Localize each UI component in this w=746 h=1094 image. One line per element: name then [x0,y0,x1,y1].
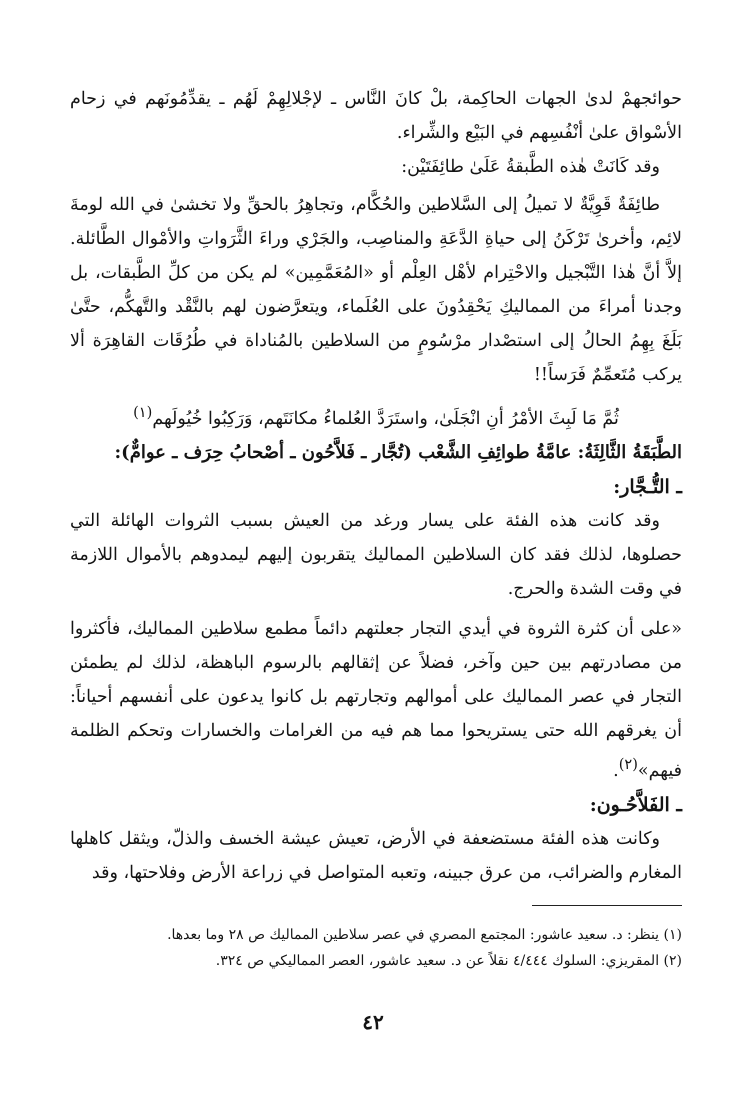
footnote-ref-1: (١) [133,404,153,421]
section-heading: الطَّبَقَةُ الثَّالِثَةُ: عامَّةُ طوائِفِ الشَّعْب (تُجَّار ـ فَلاَّحُون ـ أصْحابُ حِرَف ـ عوامٌّ): [114,441,682,463]
paragraph-3: طائِفَةٌ قَوِيَّةٌ لا تميلُ إلى السَّلاطين والحُكَّام، وتجاهِرُ بالحقِّ ولا تخشىٰ في الله لومةَ لائِم، وأخرىٰ تَرْكَنُ إلى حياةِ الدَّعَةِ والمناصِب، والجَرْي وراءَ الثَّرَواتِ والأمْوال الطَّائلة. إلاَّ أنَّ هٰذا التَّبْجيل والاحْتِرام لأهْل العِلْم أو «المُعَمَّمِين» لم يكن من كلِّ الطَّبقات، بل وجدنا أمراءَ من المماليكِ يَحْقِدُونَ على العُلَماء، ويتعرَّضون لهم بالنَّقْد والتَّهكُّم، حتَّىٰ بَلَغَ بِهِمُ الحالُ إلى استصْدار مرْسُومٍ من السلاطين بالمُناداة في طُرُقَات القاهِرَة ألا يركب مُتَعمِّمٌ فَرَساً!! [70,195,682,385]
verse-line [70,396,682,436]
paragraph-6: وكانت هذه الفئة مستضعفة في الأرض، تعيش عيشة الخسف والذلّ، ويثقل كاهلها المغارم والضرائب، من عرق جبينه، وتعبه المتواصل في زراعة الأرض وفلاحتها، وقد [70,828,682,883]
main-text [70,82,682,890]
footnote-2: (٢) المقريزي: السلوك ٤/٤٤٤ نقلاً عن د. سعيد عاشور، العصر المماليكي ص ٣٢٤. [215,953,682,969]
page-number: ٤٢ [362,1010,384,1034]
footnote-1: (١) ينظر: د. سعيد عاشور: المجتمع المصري في عصر سلاطين المماليك ص ٢٨ وما بعدها. [167,927,682,943]
verse-text: ثُمَّ مَا لَبِثَ الأمْرُ أنِ انْجَلَىٰ، واستَرَدَّ العُلماءُ مكانَتَهم، وَرَكِبُوا خُيُولَهم [152,408,619,429]
footnote-divider [532,905,682,906]
subheading-peasants: ـ الفَلاَّحُـون: [589,793,682,816]
footnote-ref-2: (٢) [618,755,638,773]
paragraph-4: وقد كانت هذه الفئة على يسار ورغد من العيش بسبب الثروات الهائلة التي حصلوها، لذلك فقد كان السلاطين المماليك يتقربون إليهم ليمدوهم بالأموال اللازمة في وقت الشدة والحرج. [70,510,682,599]
subheading-merchants: ـ التُّـجَّار: [613,475,682,498]
quotation-paragraph [70,612,682,788]
paragraph-1: حوائجهمْ لدىٰ الجهات الحاكِمة، بلْ كانَ النَّاس ـ لإجْلالِهِمْ لَهُم ـ يقدِّمُونَهم في زحام الأسْواق علىٰ أنْفُسِهم في البَيْع والشِّراء. [70,89,682,143]
footnotes [70,922,682,974]
quotation-end: . [613,760,619,781]
paragraph-2: وقد كَانَتْ هٰذه الطَّبقةُ عَلَىٰ طائِفَتَيْن: [401,157,660,177]
quotation-text: «على أن كثرة الثروة في أيدي التجار جعلتهم دائماً مطمع سلاطين المماليك، فأكثروا من مصادرتهم بين حين وآخر، فضلاً عن إثقالهم بالرسوم الباهظة، لذلك لم يطمئن التجار في عصر المماليك على أموالهم وتجارتهم بل كانوا يدعون على أنفسهم أحياناً: أن يغرقهم الله حتى يستريحوا مما هم فيه من الغرامات والخسارات وتحكم الظلمة فيهم» [70,618,682,781]
